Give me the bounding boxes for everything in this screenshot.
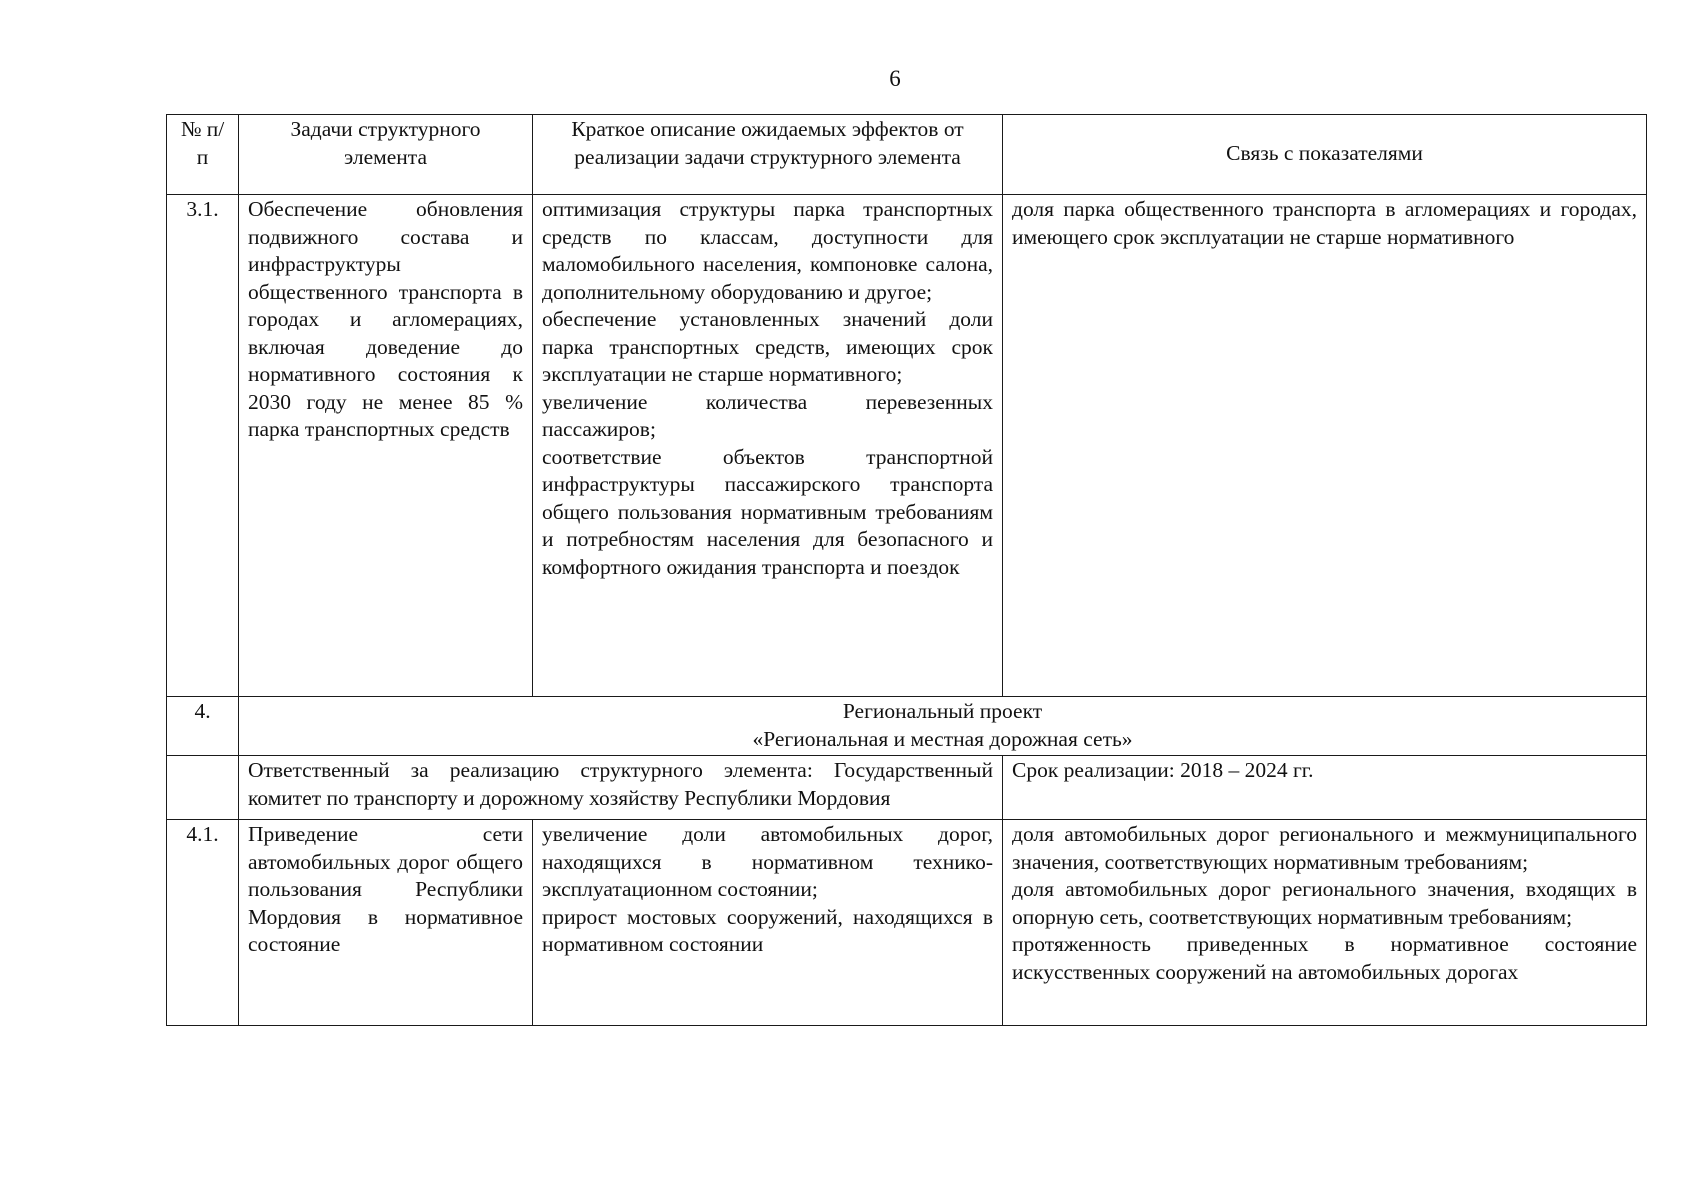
empty-number-cell — [167, 756, 239, 820]
project-title-line: Региональный проект — [842, 699, 1043, 723]
effects-cell — [533, 820, 1003, 1026]
responsible-cell: Ответственный за реализацию структурного элемента: Государственный комитет по транспорту и дорожному хозяйству Республики Мордовия — [239, 756, 1003, 820]
effect-item: увеличение доли автомобильных дорог, находящихся в нормативном технико-эксплуатационном состоянии; — [542, 822, 993, 901]
header-tasks: Задачи структурного элемента — [239, 115, 533, 195]
effect-item: оптимизация структуры парка транспортных средств по классам, доступности для маломобильного населения, компоновке салона, дополнительному оборудованию и другое; — [542, 197, 993, 304]
indicator-item: доля автомобильных дорог регионального и межмуниципального значения, соответствующих нормативным требованиям; — [1012, 822, 1637, 874]
indicators-cell: доля парка общественного транспорта в агломерациях и городах, имеющего срок эксплуатации не старше нормативного — [1003, 195, 1647, 697]
responsible-row — [167, 756, 1647, 820]
program-table — [166, 114, 1647, 1026]
header-number: № п/п — [167, 115, 239, 195]
row-number: 4.1. — [167, 820, 239, 1026]
header-effects: Краткое описание ожидаемых эффектов от реализации задачи структурного элемента — [533, 115, 1003, 195]
task-cell: Обеспечение обновления подвижного состава и инфраструктуры общественного транспорта в городах и агломерациях, включая доведение до нормативного состояния к 2030 году не менее 85 % парка транспортных средств — [239, 195, 533, 697]
task-cell: Приведение сети автомобильных дорог общего пользования Республики Мордовия в нормативное состояние — [239, 820, 533, 1026]
indicator-item: доля автомобильных дорог регионального значения, входящих в опорную сеть, соответствующих нормативным требованиям; — [1012, 877, 1637, 929]
regional-project-title — [239, 697, 1647, 756]
table-header-row — [167, 115, 1647, 195]
table-row — [167, 195, 1647, 697]
effects-cell — [533, 195, 1003, 697]
page-number: 6 — [889, 66, 901, 91]
period-cell: Срок реализации: 2018 – 2024 гг. — [1003, 756, 1647, 820]
project-name: «Региональная и местная дорожная сеть» — [752, 726, 1133, 751]
table-row — [167, 820, 1647, 1026]
indicators-cell — [1003, 820, 1647, 1026]
row-number: 4. — [167, 697, 239, 756]
effect-item: соответствие объектов транспортной инфраструктуры пассажирского транспорта общего пользования нормативным требованиям и потребностям населения для безопасного и комфортного ожидания транспорта и поездок — [542, 444, 993, 579]
indicator-item: протяженность приведенных в нормативное состояние искусственных сооружений на автомобильных дорогах — [1012, 932, 1637, 984]
effect-item: увеличение количества перевезенных пассажиров; — [542, 389, 993, 441]
section-row — [167, 697, 1647, 756]
effect-item: обеспечение установленных значений доли парка транспортных средств, имеющих срок эксплуатации не старше нормативного; — [542, 307, 993, 386]
header-indicators: Связь с показателями — [1003, 115, 1647, 195]
row-number: 3.1. — [167, 195, 239, 697]
effect-item: прирост мостовых сооружений, находящихся в нормативном состоянии — [542, 904, 993, 956]
